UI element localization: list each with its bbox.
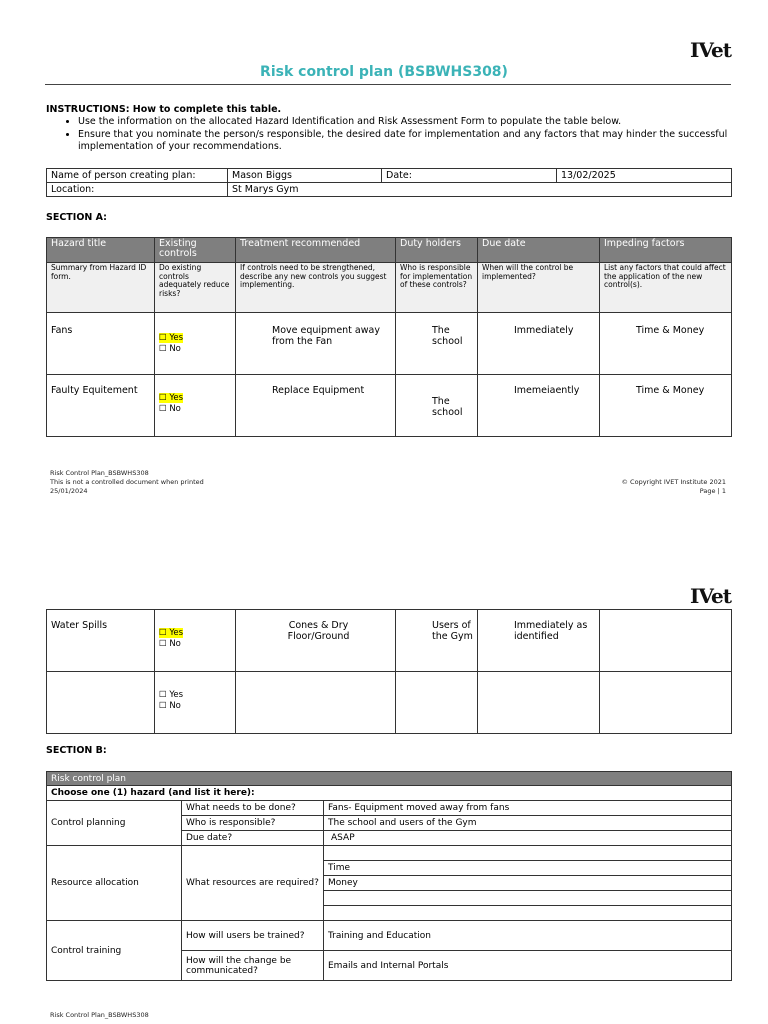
sub-impeding: List any factors that could affect the application of the new control(s).	[600, 263, 732, 313]
header-due-date: Due date	[478, 238, 600, 263]
impeding-cell	[600, 610, 732, 672]
treatment-cell	[236, 672, 396, 734]
how-communicated-value: Emails and Internal Portals	[324, 951, 732, 981]
footer-left-page2: Risk Control Plan_BSBWHS308	[50, 1011, 149, 1019]
no-checkbox[interactable]: ☐ No	[159, 701, 181, 711]
date-value: 13/02/2025	[557, 169, 732, 183]
due-date-value: ASAP	[324, 831, 732, 846]
how-trained-label: How will users be trained?	[182, 921, 324, 951]
location-value: St Marys Gym	[228, 183, 732, 197]
existing-controls-cell	[155, 610, 236, 672]
no-checkbox[interactable]: ☐ No	[159, 344, 181, 354]
treatment-cell: Replace Equipment	[236, 375, 396, 437]
instructions	[46, 104, 736, 154]
no-checkbox[interactable]: ☐ No	[159, 639, 181, 649]
sub-due: When will the control be implemented?	[478, 263, 600, 313]
due-date-label: Due date?	[182, 831, 324, 846]
control-training-label: Control training	[47, 921, 182, 981]
treatment-cell: Move equipment away from the Fan	[236, 313, 396, 375]
how-trained-value: Training and Education	[324, 921, 732, 951]
existing-controls-cell	[155, 375, 236, 437]
table-row	[47, 313, 732, 375]
plan-header: Risk control plan	[47, 772, 732, 786]
header-impeding-factors: Impeding factors	[600, 238, 732, 263]
who-responsible-label: Who is responsible?	[182, 816, 324, 831]
existing-controls-cell	[155, 313, 236, 375]
treatment-cell: Cones & Dry Floor/Ground	[236, 610, 396, 672]
resource-value	[324, 906, 732, 921]
name-value: Mason Biggs	[228, 169, 382, 183]
location-label: Location:	[47, 183, 228, 197]
header-duty-holders: Duty holders	[396, 238, 478, 263]
header-treatment: Treatment recommended	[236, 238, 396, 263]
duty-cell: The school	[396, 375, 478, 437]
due-cell: Imemeiaently	[478, 375, 600, 437]
table-row	[47, 672, 732, 734]
sub-controls: Do existing controls adequately reduce risks?	[155, 263, 236, 313]
table-row	[47, 375, 732, 437]
title-divider	[45, 84, 731, 85]
hazard-cell: Water Spills	[47, 610, 155, 672]
how-communicated-label: How will the change be communicated?	[182, 951, 324, 981]
footer-right: © Copyright IVET Institute 2021 Page | 1	[621, 478, 726, 495]
table-row	[47, 610, 732, 672]
sub-duty: Who is responsible for implementation of these controls?	[396, 263, 478, 313]
impeding-cell	[600, 672, 732, 734]
resource-allocation-label: Resource allocation	[47, 846, 182, 921]
no-checkbox[interactable]: ☐ No	[159, 404, 181, 414]
yes-checkbox[interactable]: ☐ Yes	[159, 393, 184, 403]
yes-checkbox[interactable]: ☐ Yes	[159, 690, 184, 700]
plan-info-table	[46, 168, 732, 197]
ivet-logo-page2: IVet	[690, 584, 731, 608]
section-a-heading: SECTION A:	[46, 212, 107, 223]
what-needs-value: Fans- Equipment moved away from fans	[324, 801, 732, 816]
choose-hazard: Choose one (1) hazard (and list it here):	[47, 786, 732, 801]
due-cell	[478, 672, 600, 734]
existing-controls-cell	[155, 672, 236, 734]
ivet-logo: IVet	[690, 38, 731, 62]
instructions-heading: INSTRUCTIONS: How to complete this table.	[46, 104, 282, 115]
control-planning-label: Control planning	[47, 801, 182, 846]
hazard-cell	[47, 672, 155, 734]
what-resources-label: What resources are required?	[182, 846, 324, 921]
name-label: Name of person creating plan:	[47, 169, 228, 183]
duty-cell: Users of the Gym	[396, 610, 478, 672]
header-hazard-title: Hazard title	[47, 238, 155, 263]
instruction-item: • Ensure that you nominate the person/s responsible, the desired date for implementation and any factors that may hinder the successful implementation of your recommendations.	[78, 129, 736, 154]
hazard-table	[46, 237, 732, 437]
risk-control-plan-table	[46, 771, 732, 981]
impeding-cell: Time & Money	[600, 313, 732, 375]
instruction-item: • Use the information on the allocated Hazard Identification and Risk Assessment Form to populate the table below.	[78, 116, 736, 129]
impeding-cell: Time & Money	[600, 375, 732, 437]
header-existing-controls: Existing controls	[155, 238, 236, 263]
date-label: Date:	[382, 169, 557, 183]
due-cell: Immediately as identified	[478, 610, 600, 672]
resource-value	[324, 891, 732, 906]
hazard-cell: Fans	[47, 313, 155, 375]
sub-treatment: If controls need to be strengthened, describe any new controls you suggest implementing.	[236, 263, 396, 313]
yes-checkbox[interactable]: ☐ Yes	[159, 333, 184, 343]
duty-cell	[396, 672, 478, 734]
resource-value: Money	[324, 876, 732, 891]
footer-left: Risk Control Plan_BSBWHS308 This is not a controlled document when printed 25/01/2024	[50, 469, 204, 495]
who-responsible-value: The school and users of the Gym	[324, 816, 732, 831]
resource-value: Time	[324, 861, 732, 876]
page-title: Risk control plan (BSBWHS308)	[260, 64, 508, 80]
resource-value	[324, 846, 732, 861]
sub-hazard: Summary from Hazard ID form.	[47, 263, 155, 313]
yes-checkbox[interactable]: ☐ Yes	[159, 628, 184, 638]
hazard-cell: Faulty Equitement	[47, 375, 155, 437]
hazard-table-continued	[46, 609, 732, 734]
section-b-heading: SECTION B:	[46, 745, 107, 756]
due-cell: Immediately	[478, 313, 600, 375]
what-needs-label: What needs to be done?	[182, 801, 324, 816]
duty-cell: The school	[396, 313, 478, 375]
